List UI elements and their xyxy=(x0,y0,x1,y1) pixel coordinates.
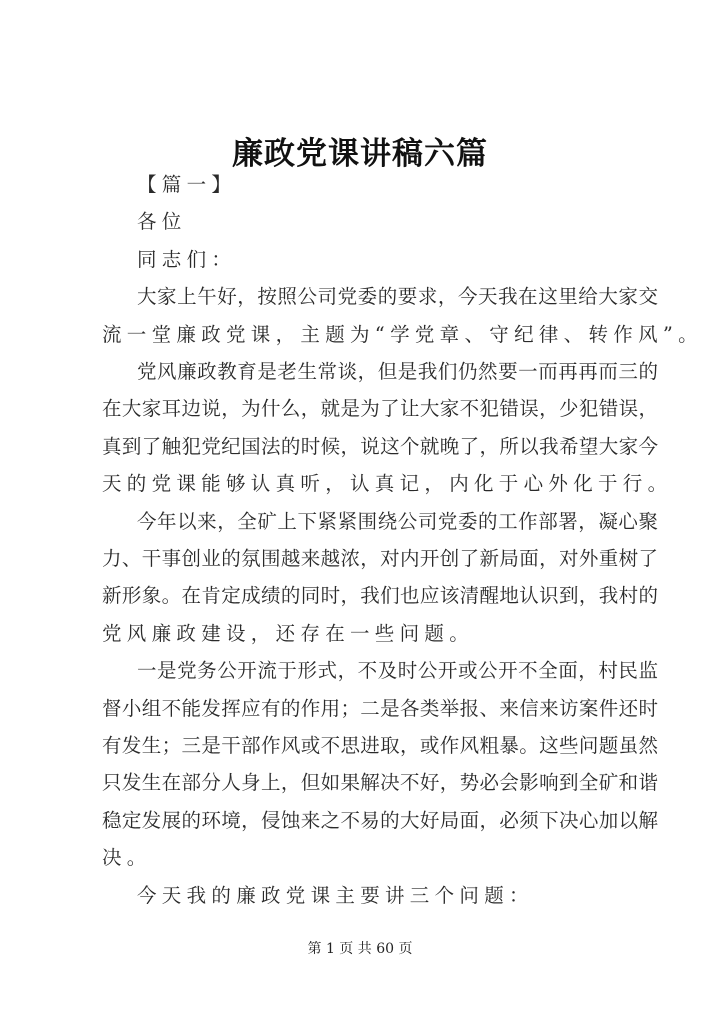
paragraph-line: 流一堂廉政党课，主题为“学党章、守纪律、转作风”。 xyxy=(102,322,703,346)
paragraph-line: 天的党课能够认真听，认真记，内化于心外化于行。 xyxy=(102,472,673,496)
paragraph-line: 一是党务公开流于形式，不及时公开或公开不全面，村民监 xyxy=(137,659,658,683)
paragraph-line: 在大家耳边说，为什么，就是为了让大家不犯错误，少犯错误， xyxy=(102,397,658,421)
paragraph-line: 党风廉政教育是老生常谈，但是我们仍然要一而再再而三的 xyxy=(137,360,658,383)
paragraph-line: 有发生；三是干部作风或不思进取，或作风粗暴。这些问题虽然 xyxy=(102,734,658,757)
paragraph-line: 党风廉政建设，还存在一些问题。 xyxy=(102,621,475,645)
paragraph-line: 今天我的廉政党课主要讲三个问题： xyxy=(137,883,534,907)
paragraph-line: 督小组不能发挥应有的作用；二是各类举报、来信来访案件还时 xyxy=(102,696,658,720)
paragraph-line: 真到了触犯党纪国法的时候，说这个就晚了，所以我希望大家今 xyxy=(102,434,658,458)
paragraph-line: 力、干事创业的氛围越来越浓，对内开创了新局面，对外重树了 xyxy=(102,547,658,570)
paragraph-line: 稳定发展的环境，侵蚀来之不易的大好局面，必须下决心加以解 xyxy=(102,808,658,832)
paragraph-line: 今年以来，全矿上下紧紧围绕公司党委的工作部署，凝心聚 xyxy=(137,509,658,533)
document-title: 廉政党课讲稿六篇 xyxy=(232,136,488,172)
page-footer: 第 1 页 共 60 页 xyxy=(307,941,413,957)
paragraph-line: 只发生在部分人身上，但如果解决不好，势必会影响到全矿和谐 xyxy=(102,771,658,795)
paragraph-line: 决。 xyxy=(102,846,152,870)
paragraph-line: 新形象。在肯定成绩的同时，我们也应该清醒地认识到，我村的 xyxy=(102,584,658,608)
paragraph-line: 大家上午好，按照公司党委的要求，今天我在这里给大家交 xyxy=(137,285,658,309)
paragraph-line: 【篇一】 xyxy=(137,173,237,196)
paragraph-line: 各位 xyxy=(137,210,187,234)
paragraph-line: 同志们： xyxy=(137,247,237,271)
